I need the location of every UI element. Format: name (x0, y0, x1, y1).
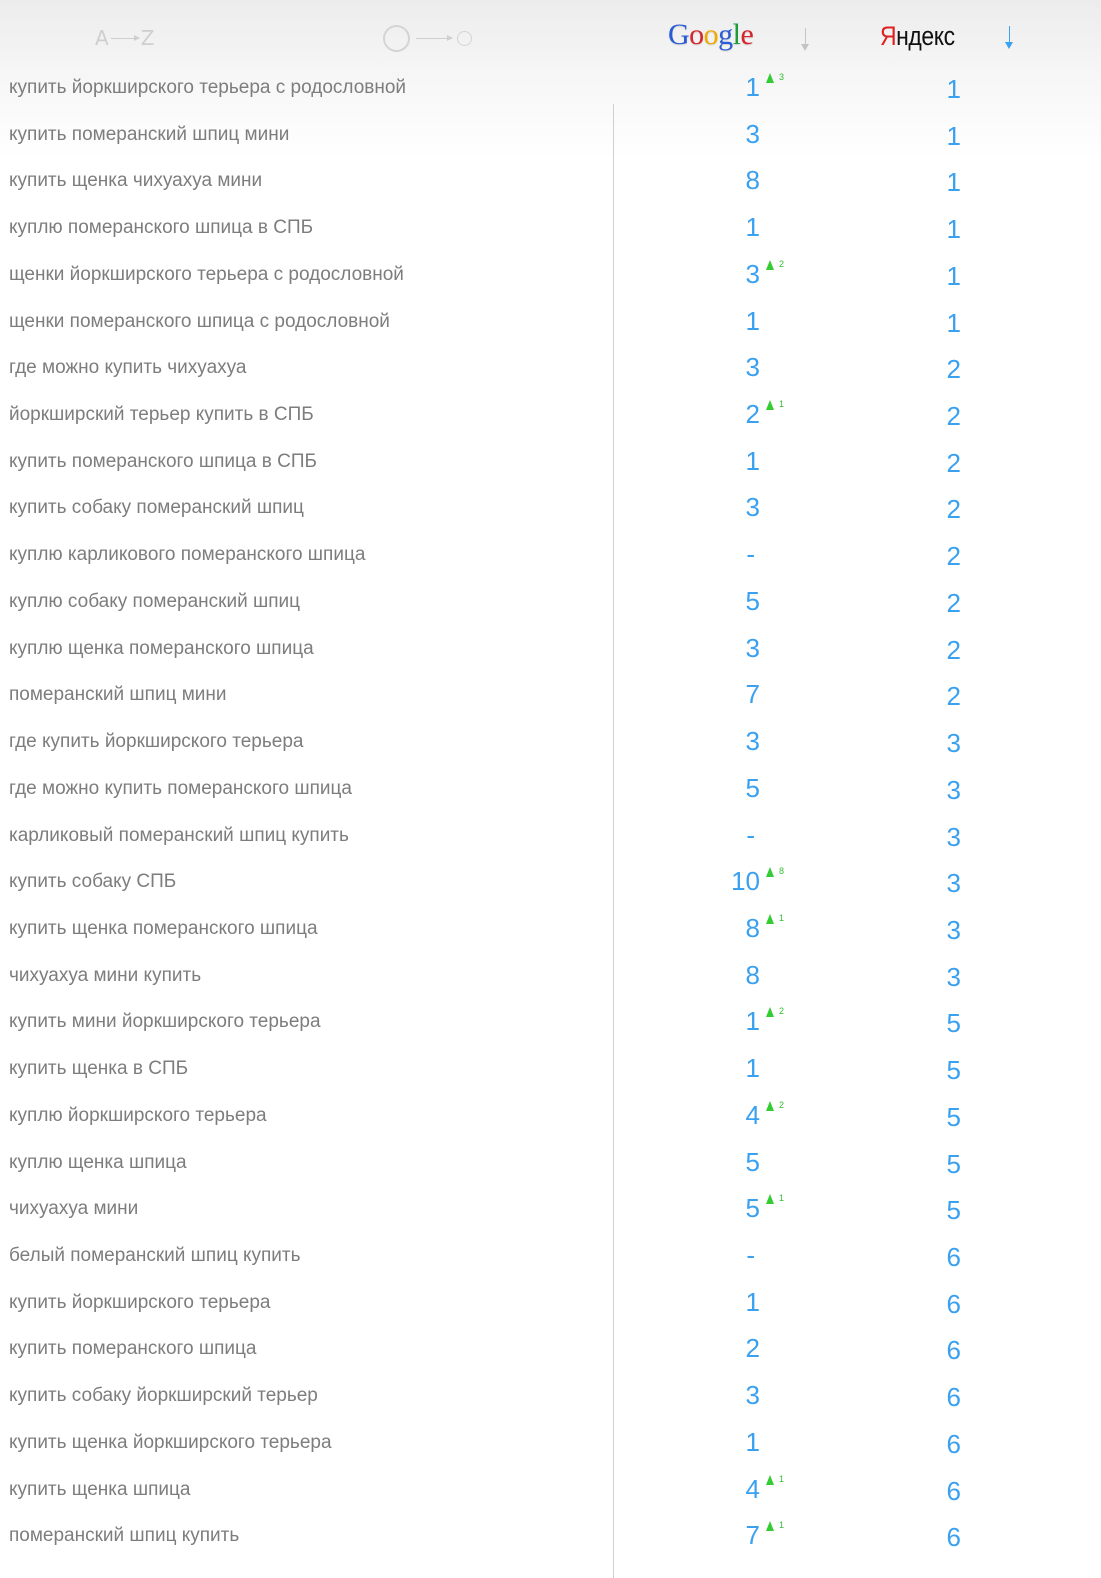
table-row (0, 157, 1101, 204)
keyword-text: купить йоркширского терьера (9, 1291, 271, 1313)
yandex-position[interactable]: 2 (946, 541, 961, 572)
keyword-text: чихуахуа мини купить (9, 964, 202, 986)
up-triangle-icon (766, 73, 774, 83)
up-triangle-icon (766, 400, 774, 410)
yandex-position[interactable]: 3 (946, 914, 961, 945)
google-position[interactable]: 4 (745, 1099, 760, 1130)
keyword-text: где купить йоркширского терьера (9, 731, 304, 753)
keyword-text: куплю померанского шпица в СПБ (9, 217, 314, 239)
yandex-position[interactable]: 5 (946, 1148, 961, 1179)
keyword-text: купить мини йоркширского терьера (9, 1011, 321, 1033)
table-header (0, 0, 1101, 66)
table-row (0, 718, 1101, 765)
up-triangle-icon (766, 867, 774, 877)
table-row (0, 1279, 1101, 1326)
large-circle-icon (383, 25, 410, 52)
yandex-position[interactable]: 6 (946, 1522, 961, 1553)
position-change-value: 3 (779, 72, 785, 82)
google-position[interactable]: - (746, 539, 755, 570)
yandex-position[interactable]: 2 (946, 494, 961, 525)
position-change-value: 1 (779, 1193, 785, 1204)
yandex-position[interactable]: 1 (946, 74, 961, 104)
keyword-text: где можно купить чихуахуа (9, 357, 247, 379)
position-change-value: 1 (779, 912, 785, 923)
position-change-value: 1 (779, 1473, 785, 1484)
table-row (0, 1466, 1101, 1513)
keyword-text: щенки померанского шпица с родословной (9, 310, 390, 332)
google-position[interactable]: 3 (745, 726, 760, 757)
yandex-position[interactable]: 1 (946, 214, 961, 245)
table-row (0, 1325, 1101, 1372)
google-column-header[interactable]: Google (668, 18, 754, 51)
yandex-position[interactable]: 1 (946, 167, 961, 198)
google-position[interactable]: 1 (745, 1426, 760, 1457)
keyword-text: купить щенка шпица (9, 1478, 191, 1500)
table-row (0, 905, 1101, 952)
yandex-position[interactable]: 1 (946, 260, 961, 291)
sort-from-letter: A (95, 26, 109, 50)
position-change (766, 1474, 784, 1488)
google-position[interactable]: - (746, 819, 755, 850)
yandex-position[interactable]: 6 (946, 1475, 961, 1506)
google-position[interactable]: 8 (745, 165, 760, 196)
table-row (0, 1185, 1101, 1232)
yandex-position[interactable]: 2 (946, 447, 961, 478)
yandex-position[interactable]: 6 (946, 1382, 961, 1413)
keyword-text: купить щенка в СПБ (9, 1058, 189, 1080)
yandex-position[interactable]: 3 (946, 728, 961, 759)
up-triangle-icon (766, 260, 774, 270)
position-change (766, 1100, 784, 1114)
google-position[interactable]: 3 (745, 492, 760, 523)
keyword-text: куплю собаку померанский шпиц (9, 590, 300, 612)
up-triangle-icon (766, 914, 774, 924)
table-row (0, 765, 1101, 812)
sort-alphabetical-button[interactable] (95, 26, 154, 50)
keyword-text: чихуахуа мини (9, 1198, 139, 1220)
table-row (0, 671, 1101, 718)
keyword-text: купить померанского шпица (9, 1338, 257, 1360)
keyword-text: купить щенка йоркширского терьера (9, 1431, 332, 1453)
yandex-position[interactable]: 6 (946, 1335, 961, 1366)
table-row (0, 251, 1101, 298)
yandex-position[interactable]: 2 (946, 634, 961, 665)
position-change (766, 913, 784, 927)
keyword-text: куплю щенка померанского шпица (9, 637, 314, 659)
right-arrow-icon (111, 38, 139, 39)
up-triangle-icon (766, 1521, 774, 1531)
google-position[interactable]: 8 (745, 912, 760, 943)
sort-to-letter: Z (140, 26, 155, 50)
keyword-text: карликовый померанский шпиц купить (9, 824, 349, 846)
yandex-position[interactable]: 1 (946, 120, 961, 151)
keyword-positions-table (0, 64, 1101, 1559)
keyword-text: где можно купить померанского шпица (9, 777, 352, 799)
right-arrow-icon (416, 38, 452, 39)
google-position[interactable]: 3 (745, 1380, 760, 1411)
yandex-position[interactable]: 5 (946, 1101, 961, 1132)
keyword-text: купить собаку померанский шпиц (9, 497, 304, 519)
yandex-position[interactable]: 6 (946, 1241, 961, 1272)
yandex-column-header[interactable]: Яндекс (880, 21, 955, 51)
position-change-value: 1 (779, 1520, 785, 1531)
up-triangle-icon (766, 1007, 774, 1017)
table-row (0, 484, 1101, 531)
keyword-text: йоркширский терьер купить в СПБ (9, 404, 314, 426)
google-position[interactable]: 7 (745, 679, 760, 710)
position-change-value: 2 (779, 1099, 785, 1110)
google-position[interactable]: 1 (745, 1006, 760, 1037)
google-position[interactable]: 1 (745, 212, 760, 243)
google-position[interactable]: 5 (745, 585, 760, 616)
keyword-text: купить собаку йоркширский терьер (9, 1385, 318, 1407)
keyword-text: белый померанский шпиц купить (9, 1244, 301, 1266)
table-row (0, 952, 1101, 999)
keyword-text: щенки йоркширского терьера с родословной (9, 263, 404, 285)
keyword-text: куплю йоркширского терьера (9, 1104, 267, 1126)
google-position[interactable]: 3 (745, 352, 760, 383)
google-position[interactable]: 7 (745, 1520, 760, 1551)
yandex-position[interactable]: 6 (946, 1288, 961, 1319)
table-row (0, 625, 1101, 672)
keyword-text: купить померанского шпица в СПБ (9, 450, 317, 472)
position-change (766, 259, 784, 273)
yandex-position[interactable]: 3 (946, 821, 961, 852)
position-change-value: 8 (779, 866, 785, 877)
google-position[interactable]: 5 (745, 1193, 760, 1224)
table-row (0, 1512, 1101, 1559)
table-row (0, 111, 1101, 158)
table-row (0, 1045, 1101, 1092)
yandex-position[interactable]: 5 (946, 1195, 961, 1226)
table-row (0, 204, 1101, 251)
table-row (0, 578, 1101, 625)
google-position[interactable]: 1 (745, 72, 760, 102)
yandex-position[interactable]: 3 (946, 961, 961, 992)
google-position[interactable]: 10 (731, 866, 760, 897)
keyword-text: купить щенка чихуахуа мини (9, 170, 263, 192)
yandex-position[interactable]: 2 (946, 401, 961, 432)
position-change-value: 2 (779, 258, 785, 269)
keyword-text: куплю карликового померанского шпица (9, 544, 366, 566)
google-position[interactable]: - (746, 1239, 755, 1270)
google-position[interactable]: 1 (745, 1053, 760, 1084)
keyword-text: купить щенка померанского шпица (9, 917, 318, 939)
up-triangle-icon (766, 1475, 774, 1485)
position-change (766, 866, 784, 880)
sort-by-size-button[interactable] (383, 22, 472, 54)
table-row (0, 998, 1101, 1045)
yandex-position[interactable]: 5 (946, 1055, 961, 1086)
google-position[interactable]: 3 (745, 632, 760, 663)
keyword-text: куплю щенка шпица (9, 1151, 187, 1173)
google-position[interactable]: 1 (745, 445, 760, 476)
table-row (0, 391, 1101, 438)
table-row (0, 298, 1101, 345)
google-position[interactable]: 3 (745, 118, 760, 149)
keyword-text: купить йоркширского терьера с родословной (9, 77, 407, 98)
table-row (0, 1139, 1101, 1186)
keyword-text: померанский шпиц мини (9, 684, 227, 706)
google-position[interactable]: 8 (745, 959, 760, 990)
google-position[interactable]: 2 (745, 399, 760, 430)
google-sort-down-arrow-icon[interactable] (799, 26, 813, 52)
position-change-value: 1 (779, 399, 785, 410)
position-change-value: 2 (779, 1006, 785, 1017)
up-triangle-icon (766, 1101, 774, 1111)
position-change (766, 1193, 784, 1207)
table-row (0, 531, 1101, 578)
google-position[interactable]: 2 (745, 1333, 760, 1364)
keyword-text: купить померанский шпиц мини (9, 123, 290, 145)
google-position[interactable]: 1 (745, 305, 760, 336)
table-row (0, 1092, 1101, 1139)
yandex-position[interactable]: 6 (946, 1428, 961, 1459)
table-row (0, 812, 1101, 859)
google-position[interactable]: 4 (745, 1473, 760, 1504)
position-change (766, 72, 784, 86)
table-row (0, 64, 1101, 111)
keyword-text: померанский шпиц купить (9, 1525, 240, 1547)
position-change (766, 1006, 784, 1020)
position-change (766, 399, 784, 413)
table-row (0, 438, 1101, 485)
yandex-position[interactable]: 2 (946, 587, 961, 618)
yandex-position[interactable]: 2 (946, 354, 961, 385)
position-change (766, 1520, 784, 1534)
table-row (0, 344, 1101, 391)
keyword-text: купить собаку СПБ (9, 871, 177, 893)
google-position[interactable]: 1 (745, 1286, 760, 1317)
yandex-position[interactable]: 3 (946, 774, 961, 805)
google-position[interactable]: 5 (745, 1146, 760, 1177)
yandex-position[interactable]: 1 (946, 307, 961, 338)
yandex-position[interactable]: 3 (946, 868, 961, 899)
yandex-position[interactable]: 5 (946, 1008, 961, 1039)
table-row (0, 1232, 1101, 1279)
table-row (0, 1372, 1101, 1419)
yandex-position[interactable]: 2 (946, 681, 961, 712)
small-circle-icon (457, 31, 472, 46)
google-position[interactable]: 3 (745, 258, 760, 289)
yandex-sort-down-arrow-icon[interactable] (1003, 24, 1017, 50)
google-position[interactable]: 5 (745, 772, 760, 803)
table-row (0, 1419, 1101, 1466)
up-triangle-icon (766, 1194, 774, 1204)
table-row (0, 858, 1101, 905)
